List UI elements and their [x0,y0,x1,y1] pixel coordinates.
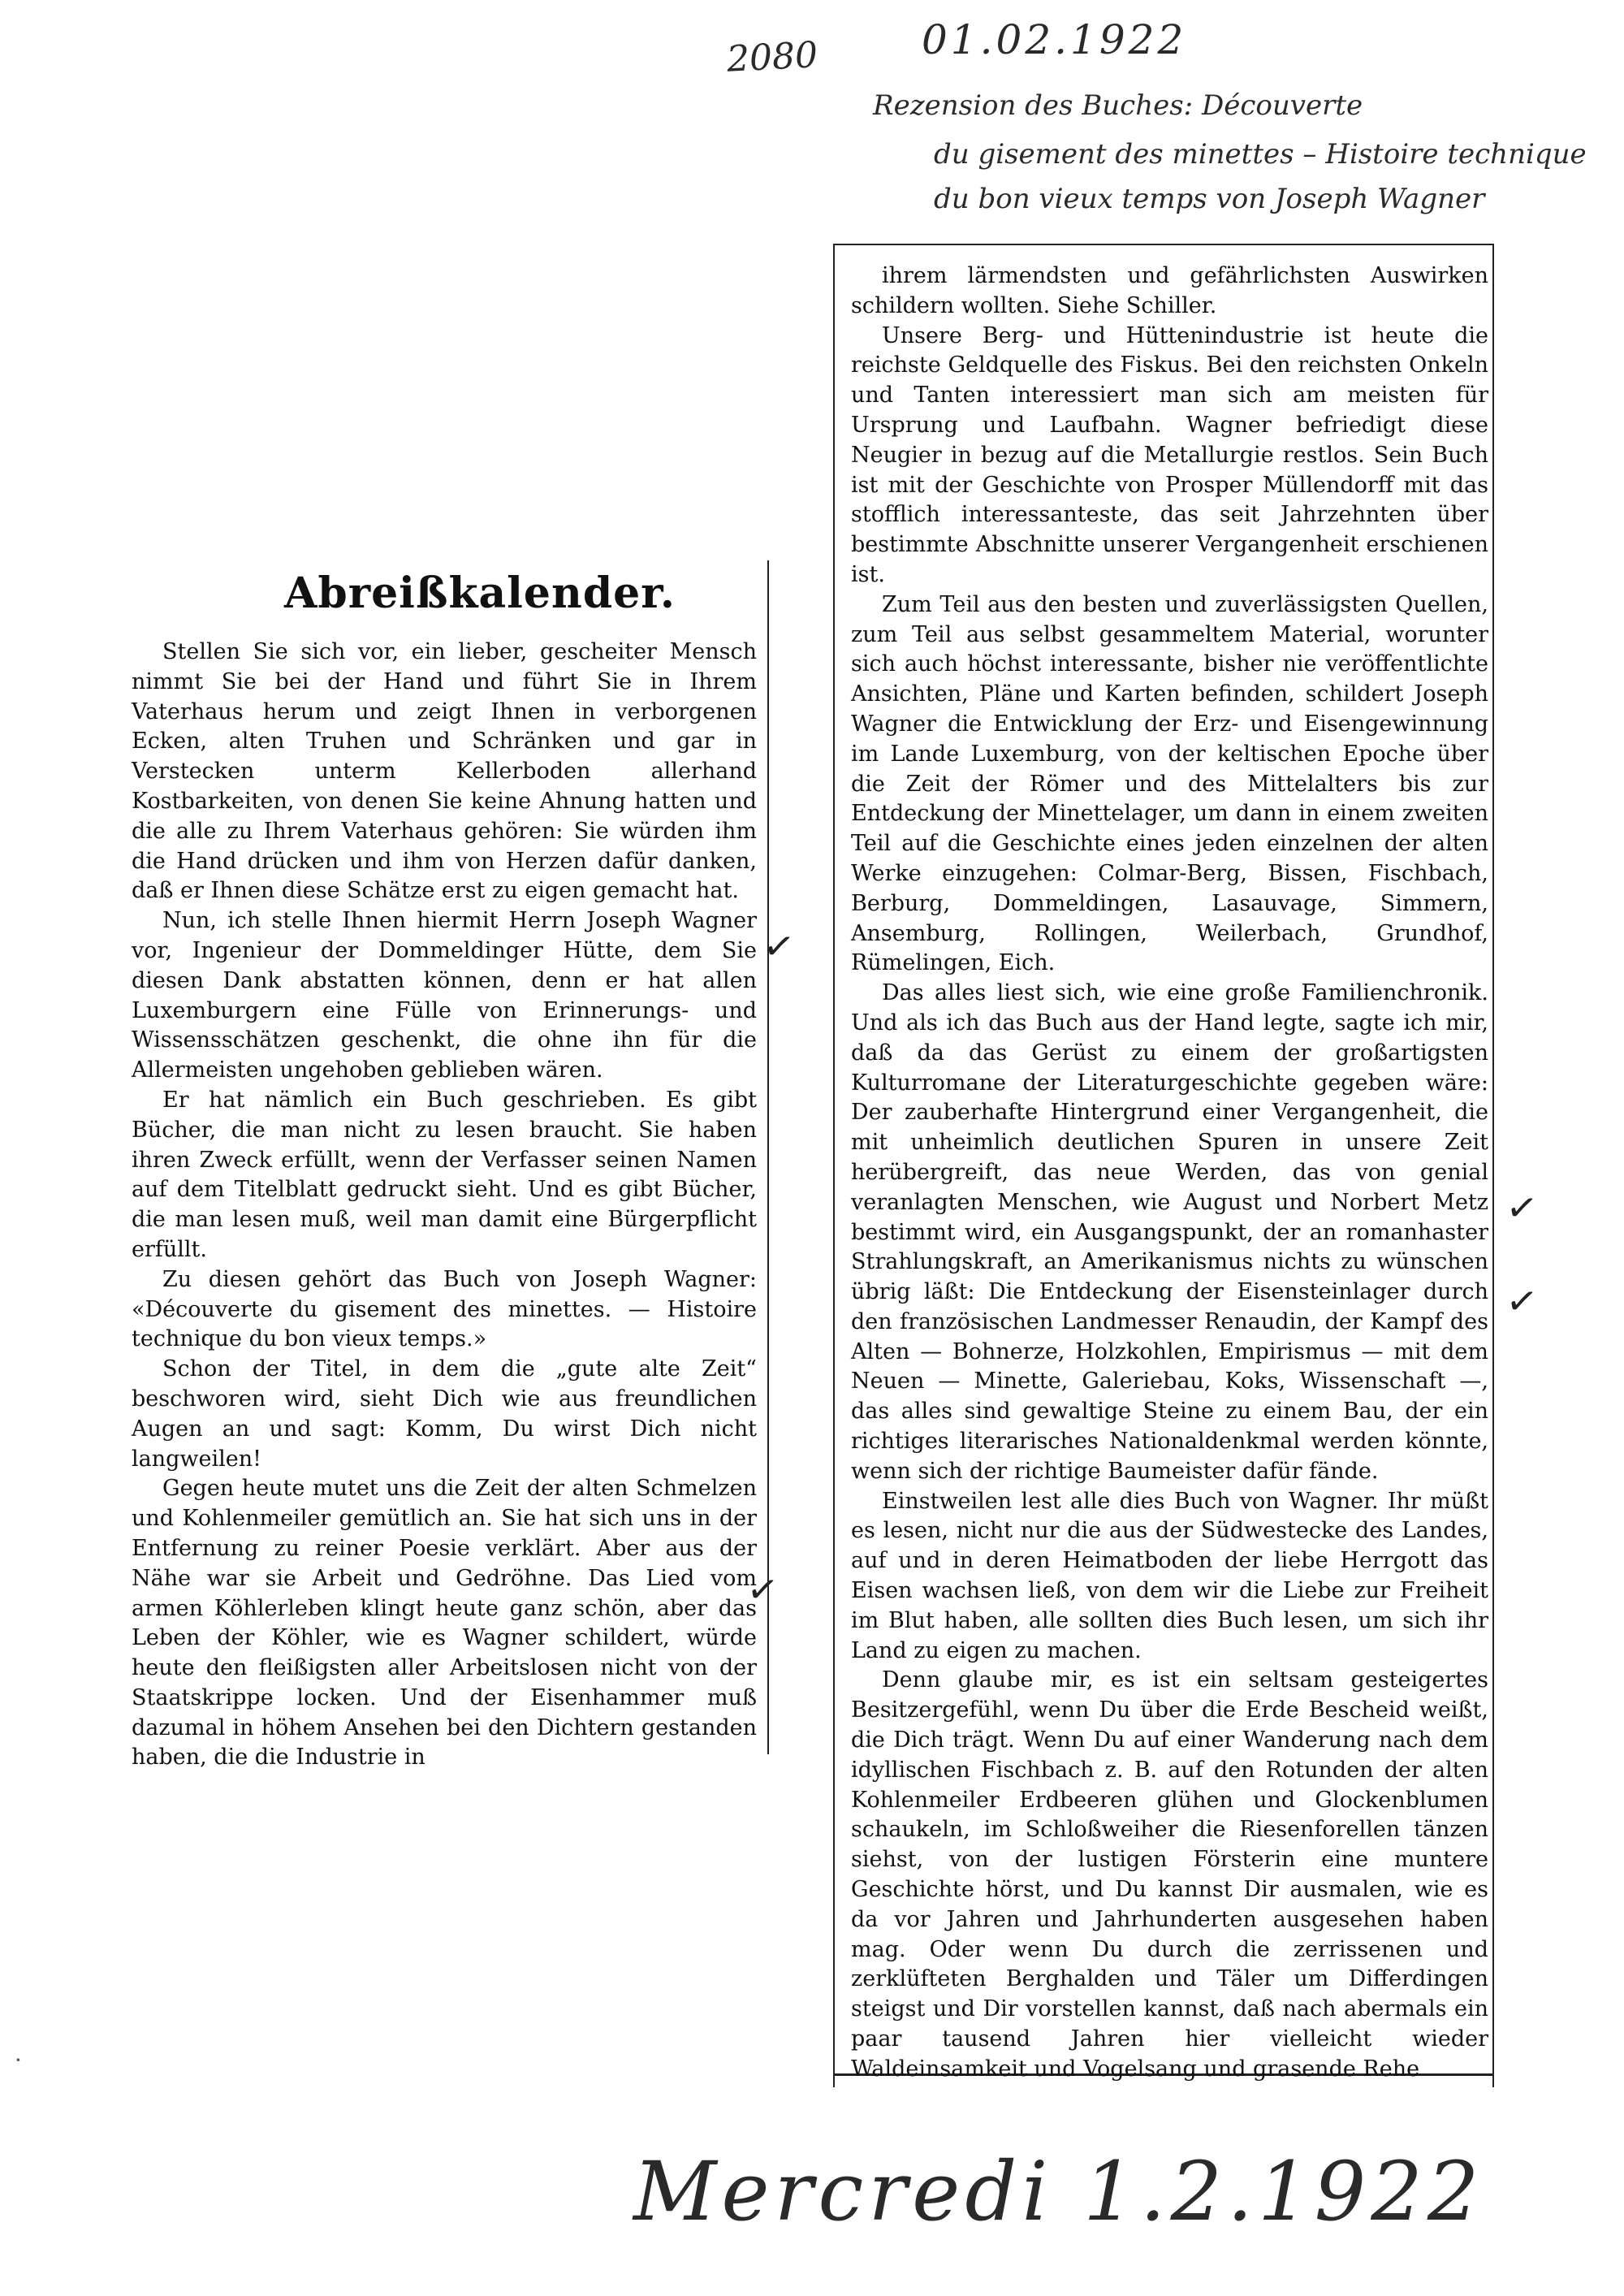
article-paragraph: Zu diesen gehört das Buch von Joseph Wagner: «Découverte du gisement des minettes. — Histoire technique du bon vieux temps.» [132,1266,757,1352]
archive-number: 2080 [725,34,819,80]
article-paragraph: Einstweilen lest alle dies Buch von Wagner. Ihr müßt es lesen, nicht nur die aus der Südwestecke des Landes, auf und in deren Heimatboden der liebe Herrgott das Eisen wachsen ließ, von dem wir die Liebe zur Freiheit im Blut haben, alle sollten dies Buch lesen, um sich ihr Land zu eigen zu machen. [851,1488,1488,1663]
handwritten-note-line: du gisement des minettes – Histoire technique [934,138,1587,171]
article-paragraph: Das alles liest sich, wie eine große Familienchronik. Und als ich das Buch aus der Hand legte, sagte ich mir, daß da das Gerüst zu einem der großartigsten Kulturromane der Literaturgeschichte gegeben wäre: Der zauberhafte Hintergrund einer Vergangenheit, die mit unheimlich deutlichen Spuren in unsere Zeit herübergreift, das neue Werden, das von genial veranlagten Menschen, wie August und Norbert Metz bestimmt wird, ein Ausgangspunkt, der an romanhaster Strahlungskraft, an Amerikanismus nichts zu wünschen übrig läßt: Die Entdeckung der Eisensteinlager durch den französischen Landmesser Renaudin, der Kampf des Alten — Bohnerze, Holzkohlen, Empirismus — mit dem Neuen — Minette, Galeriebau, Koks, Wissenschaft —, das alles sind gewaltige Steine zu einem Bau, der ein richtiges literarisches Nationaldenkmal werden könnte, wenn sich der richtige Baumeister dafür fände. [851,980,1488,1484]
article-paragraph: Schon der Titel, in dem die „gute alte Zeit“ beschworen wird, sieht Dich wie aus freundlichen Augen an und sagt: Komm, Du wirst Dich nicht langweilen! [132,1356,757,1472]
check-mark-icon: ✓ [760,922,798,971]
left-article-column [132,638,757,1773]
handwritten-bottom-date: Mercredi 1.2.1922 [633,2144,1484,2239]
handwritten-note-line: Rezension des Buches: Découverte [873,89,1363,122]
article-paragraph: Er hat nämlich ein Buch geschrieben. Es gibt Bücher, die man nicht zu lesen braucht. Sie haben ihren Zweck erfüllt, wenn der Verfasser seinen Namen auf dem Titelblatt gedruckt sieht. Und es gibt Bücher, die man lesen muß, weil man damit eine Bürgerpflicht erfüllt. [132,1087,757,1262]
article-paragraph: Denn glaube mir, es ist ein seltsam gesteigertes Besitzergefühl, wenn Du über die Erde Bescheid weißt, die Dich trägt. Wenn Du auf einer Wanderung nach dem idyllischen Fischbach z. B. auf den Rotunden der alten Kohlenmeiler Erdbeeren glühen und Glockenblumen schaukeln, im Schloßweiher die Riesenforellen tänzen siehst, von der lustigen Försterin eine muntere Geschichte hörst, und Du kannst Dir ausmalen, wie es da vor Jahren und Jahrhunderten ausgesehen haben mag. Oder wenn Du durch die zerrissenen und zerklüfteten Berghalden und Täler um Differdingen steigst und Dir vorstellen kannst, daß nach abermals ein paar tausend Jahren hier vielleicht wieder Waldeinsamkeit und Vogelsang und grasende Rehe [851,1667,1488,2082]
handwritten-date: 01.02.1922 [922,16,1187,63]
article-paragraph: Zum Teil aus den besten und zuverlässigsten Quellen, zum Teil aus selbst gesammeltem Material, worunter sich auch höchst interessante, bisher nie veröffentlichte Ansichten, Pläne und Karten befinden, schildert Joseph Wagner die Entwicklung der Erz- und Eisengewinnung im Lande Luxemburg, von der keltischen Epoche über die Zeit der Römer und des Mittelalters bis zur Entdeckung der Minettelager, um dann in einem zweiten Teil auf die Geschichte eines jeden einzelnen der alten Werke einzugehen: Colmar-Berg, Bissen, Fischbach, Berburg, Dommeldingen, Lasauvage, Simmern, Ansemburg, Rollingen, Weilerbach, Grundhof, Rümelingen, Eich. [851,591,1488,976]
article-paragraph: Stellen Sie sich vor, ein lieber, gescheiter Mensch nimmt Sie bei der Hand und führt Sie in Ihrem Vaterhaus herum und zeigt Ihnen in verborgenen Ecken, alten Truhen und Schränken und gar in Verstecken unterm Kellerboden allerhand Kostbarkeiten, von denen Sie keine Ahnung hatten und die alle zu Ihrem Vaterhaus gehören: Sie würden ihm die Hand drücken und ihm von Herzen dafür danken, daß er Ihnen diese Schätze erst zu eigen gemacht hat. [132,639,757,904]
handwritten-note-line: du bon vieux temps von Joseph Wagner [934,183,1485,215]
article-title: Abreißkalender. [284,569,676,618]
check-mark-icon: ✓ [1503,1183,1541,1232]
article-paragraph: Gegen heute mutet uns die Zeit der alten Schmelzen und Kohlenmeiler gemütlich an. Sie hat sich uns in der Entfernung zu reiner Poesie verklärt. Aber aus der Nähe war sie Arbeit und Gedröhne. Das Lied vom armen Köhlerleben klingt heute ganz schön, aber das Leben der Köhler, wie es Wagner schildert, würde heute den fleißigsten aller Arbeitslosen nicht von der Staatskrippe locken. Und der Eisenhammer muß dazumal in höhem Ansehen bei den Dichtern gestanden haben, die die Industrie in [132,1476,757,1771]
scan-speck-icon: · [15,2047,22,2073]
clipping-top-rule [833,244,1492,245]
clipping-left-rule [833,244,835,2087]
clipping-right-rule [1492,244,1494,2087]
article-paragraph: Nun, ich stelle Ihnen hiermit Herrn Joseph Wagner vor, Ingenieur der Dommeldinger Hütte, dem Sie diesen Dank abstatten können, denn er hat allen Luxemburgern eine Fülle von Erinnerungs- und Wissensschätzen geschenkt, die ohne ihn für die Allermeisten ungehoben geblieben wären. [132,908,757,1083]
right-article-column [851,262,1488,2085]
article-paragraph: Unsere Berg- und Hüttenindustrie ist heute die reichste Geldquelle des Fiskus. Bei den reichsten Onkeln und Tanten interessiert man sich am meisten für Ursprung und Laufbahn. Wagner befriedigt diese Neugier in bezug auf die Metallurgie restlos. Sein Buch ist mit der Geschichte von Prosper Müllendorff mit das stofflich interessanteste, das seit Jahrzehnten über bestimmte Abschnitte unserer Vergangenheit erschienen ist. [851,322,1488,587]
check-mark-icon: ✓ [1503,1277,1541,1325]
check-mark-icon: ✓ [744,1565,782,1614]
article-paragraph: ihrem lärmendsten und gefährlichsten Auswirken schildern wollten. Siehe Schiller. [851,263,1488,318]
